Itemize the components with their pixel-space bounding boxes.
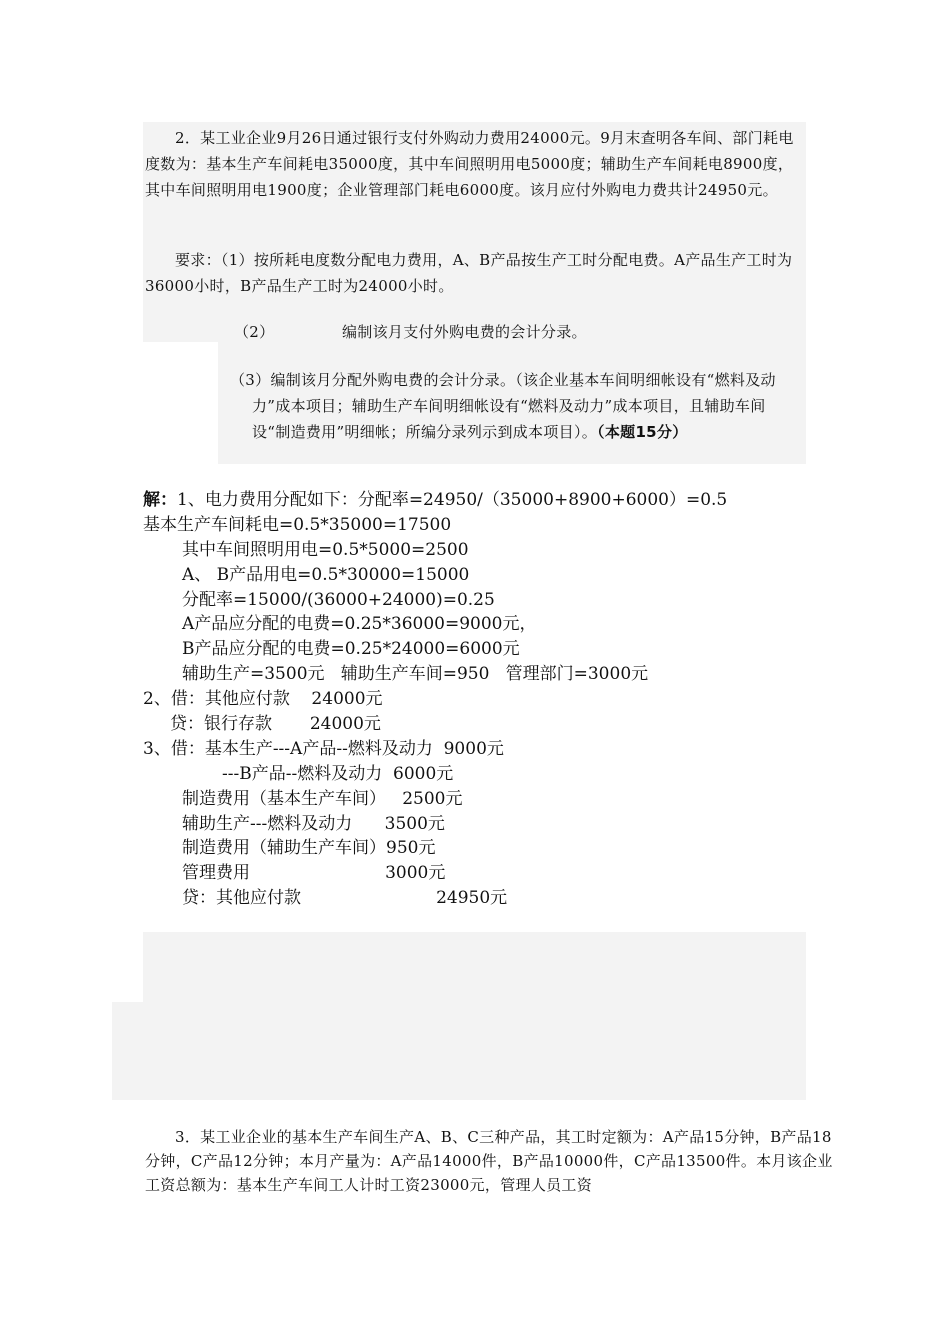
answer-block: [143, 488, 843, 911]
answer-line-14: 辅助生产---燃料及动力 3500元: [182, 813, 445, 834]
answer-line-16: 管理费用 3000元: [182, 863, 446, 884]
answer-line-15: 制造费用（辅助生产车间）950元: [182, 838, 436, 859]
answer-line-5: 分配率=15000/(36000+24000)=0.25: [182, 589, 495, 610]
answer-line-1: 解：1、电力费用分配如下：分配率=24950/（35000+8900+6000）=0.5: [143, 490, 728, 510]
answer-line-7: B产品应分配的电费=0.25*24000=6000元: [182, 639, 520, 660]
answer-line-12: ---B产品--燃料及动力 6000元: [222, 763, 454, 784]
question2-shade-req2: [218, 342, 806, 366]
blank-shade-lower: [112, 1002, 806, 1100]
answer-line-17: 贷：其他应付款 24950元: [182, 888, 508, 909]
question3-paragraph: 3．某工业企业的基本生产车间生产A、B、C三种产品，其工时定额为：A产品15分钟，B产品18分钟，C产品12分钟；本月产量为：A产品14000件，B产品10000件，C产品13500件。本月该企业工资总额为：基本生产车间工人计时工资23000元，管理人员工资: [145, 1128, 833, 1194]
answer-line-6: A产品应分配的电费=0.25*36000=9000元，: [182, 614, 537, 635]
requirement-3-text: [230, 367, 804, 445]
answer-label: 解：: [143, 490, 177, 510]
requirement-3-body: （3）编制该月分配外购电费的会计分录。（该企业基本车间明细帐设有“燃料及动力”成本项目；辅助生产车间明细帐设有“燃料及动力”成本项目，且辅助车间设“制造费用”明细帐；所编分录列示到成本项目）。: [230, 371, 776, 441]
answer-line-11: 3、借：基本生产---A产品--燃料及动力 9000元: [143, 738, 504, 759]
requirement-3-score: （本题15分）: [597, 423, 688, 441]
question2-requirements: 要求：（1）按所耗电度数分配电力费用，A、B产品按生产工时分配电费。A产品生产工时为36000小时，B产品生产工时为24000小时。: [145, 251, 793, 295]
answer-line-4: A、 B产品用电=0.5*30000=15000: [182, 564, 470, 585]
answer-line-10: 贷：银行存款 24000元: [170, 714, 381, 735]
requirement-2-text: 编制该月支付外购电费的会计分录。: [342, 323, 587, 341]
answer-line-3: 其中车间照明用电=0.5*5000=2500: [182, 539, 469, 560]
blank-shade-upper: [143, 932, 806, 1002]
answer-line-13: 制造费用（基本生产车间） 2500元: [182, 788, 463, 809]
answer-line-2: 基本生产车间耗电=0.5*35000=17500: [143, 514, 452, 535]
answer-line-8: 辅助生产=3500元 辅助生产车间=950 管理部门=3000元: [182, 664, 649, 685]
question2-paragraph: 2．某工业企业9月26日通过银行支付外购动力费用24000元。9月末查明各车间、部门耗电度数为：基本生产车间耗电35000度，其中车间照明用电5000度；辅助生产车间耗电8900度，其中车间照明用电1900度；企业管理部门耗电6000度。该月应付外购电力费共计24950元。: [145, 129, 794, 199]
requirement-2-number: （2）: [234, 323, 275, 341]
answer-line-9: 2、借：其他应付款 24000元: [143, 689, 383, 710]
